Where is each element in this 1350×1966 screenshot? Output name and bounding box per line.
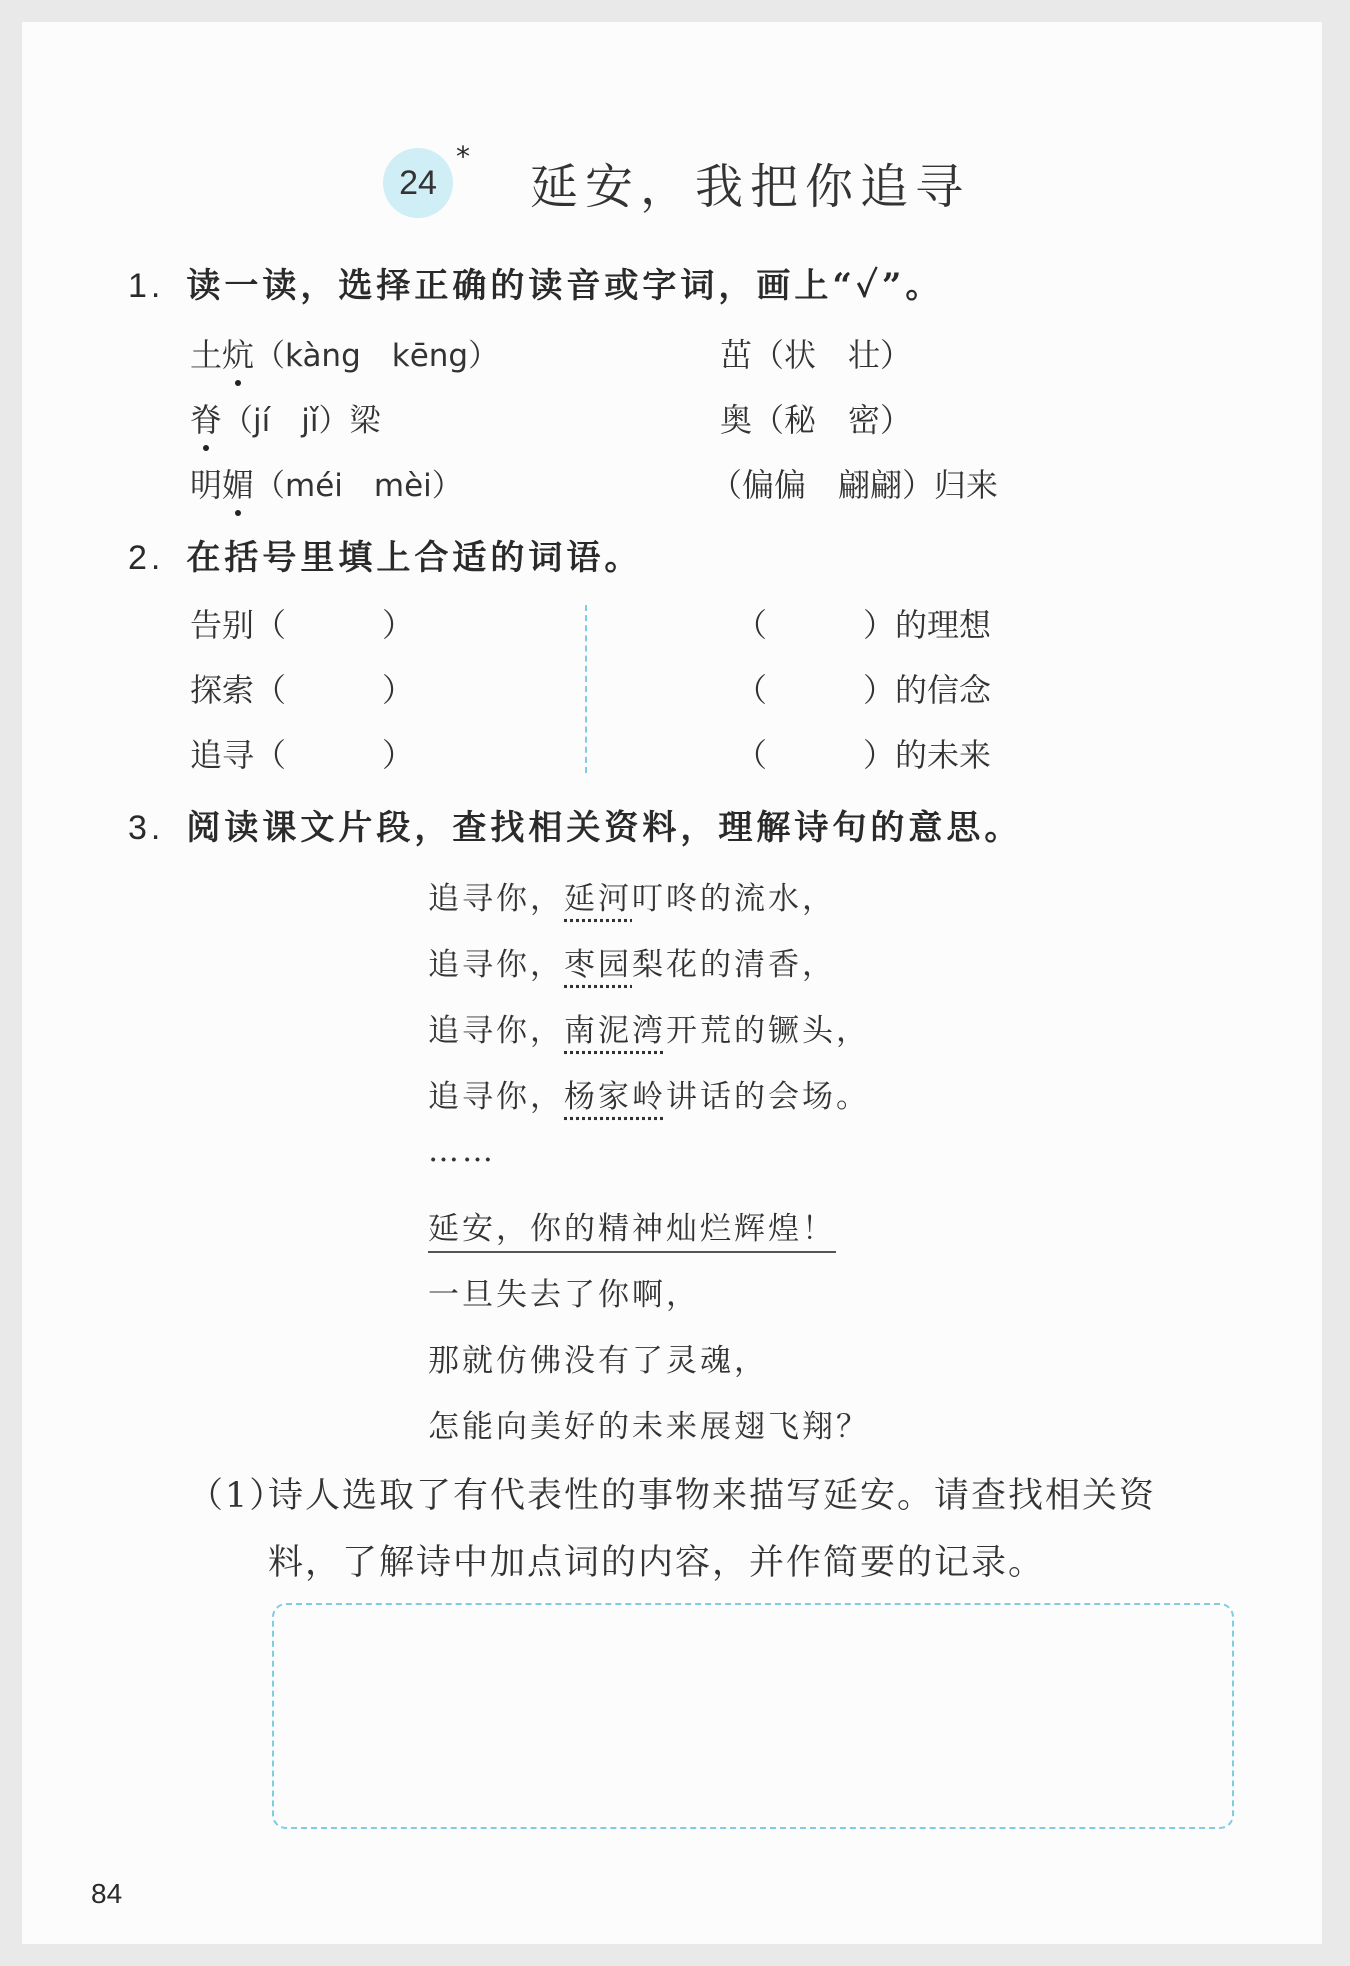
poem-line: 那就仿佛没有了灵魂，: [428, 1343, 768, 1379]
lesson-title: 延安，我把你追寻: [530, 159, 971, 215]
dotted-word: 杨家岭: [564, 1079, 666, 1115]
question-1-number: 1.: [128, 267, 165, 305]
emphasis-dot-char: 脊: [190, 395, 222, 441]
lesson-number-badge: 24: [383, 148, 453, 218]
sub-question-1-label: （1）: [188, 1476, 287, 1516]
poem-line: 追寻你，枣园梨花的清香，: [428, 947, 836, 983]
q2-fill-blank[interactable]: （ ）的未来: [735, 736, 992, 774]
answer-box[interactable]: [272, 1603, 1234, 1829]
dotted-word: 延河: [564, 881, 632, 917]
poem-line: 怎能向美好的未来展翅飞翔？: [428, 1409, 870, 1445]
optional-lesson-star: *: [456, 140, 470, 173]
question-2: [128, 530, 642, 579]
column-divider: [585, 605, 587, 773]
question-3-number: 3.: [128, 809, 165, 847]
dotted-word: 枣园: [564, 947, 632, 983]
sub-question-1-line1: 诗人选取了有代表性的事物来描写延安。请查找相关资: [268, 1476, 1157, 1516]
q1-item: 奥（秘 密）: [720, 401, 913, 439]
question-3-text: 阅读课文片段，查找相关资料，理解诗句的意思。: [186, 808, 1023, 848]
q1-item: 茁（状 壮）: [720, 336, 913, 374]
q2-fill-blank[interactable]: 追寻（ ）: [190, 736, 415, 774]
emphasis-dot-char: 媚: [222, 460, 254, 506]
q1-item: 脊（jí jǐ）梁: [190, 395, 380, 441]
q2-fill-blank[interactable]: （ ）的信念: [735, 671, 992, 709]
q1-item: 土炕（kàng kēng）: [190, 330, 499, 376]
q1-item: （偏偏 翩翩）归来: [710, 466, 999, 504]
question-2-number: 2.: [128, 539, 165, 577]
q2-fill-blank[interactable]: 告别（ ）: [190, 606, 415, 644]
poem-line: 追寻你，南泥湾开荒的镢头，: [428, 1013, 870, 1049]
q1-item: 明媚（méi mèi）: [190, 460, 463, 506]
sub-question-1-line2: 料，了解诗中加点词的内容，并作简要的记录。: [268, 1543, 1046, 1583]
page-number: 84: [91, 1878, 123, 1909]
q2-fill-blank[interactable]: （ ）的理想: [735, 606, 992, 644]
question-1: [128, 258, 943, 307]
question-2-text: 在括号里填上合适的词语。: [186, 538, 643, 578]
dotted-word: 南泥湾: [564, 1013, 666, 1049]
poem-line: 追寻你，延河叮咚的流水，: [428, 881, 836, 917]
question-3: [128, 800, 1022, 849]
poem-ellipsis: ……: [428, 1133, 496, 1169]
poem-line: 一旦失去了你啊，: [428, 1277, 700, 1313]
question-1-text: 读一读，选择正确的读音或字词，画上“✓”。: [186, 266, 944, 306]
poem-line-underlined: 延安，你的精神灿烂辉煌！: [428, 1203, 836, 1248]
q2-fill-blank[interactable]: 探索（ ）: [190, 671, 415, 709]
poem-line: 追寻你，杨家岭讲话的会场。: [428, 1079, 870, 1115]
emphasis-dot-char: 炕: [222, 330, 254, 376]
